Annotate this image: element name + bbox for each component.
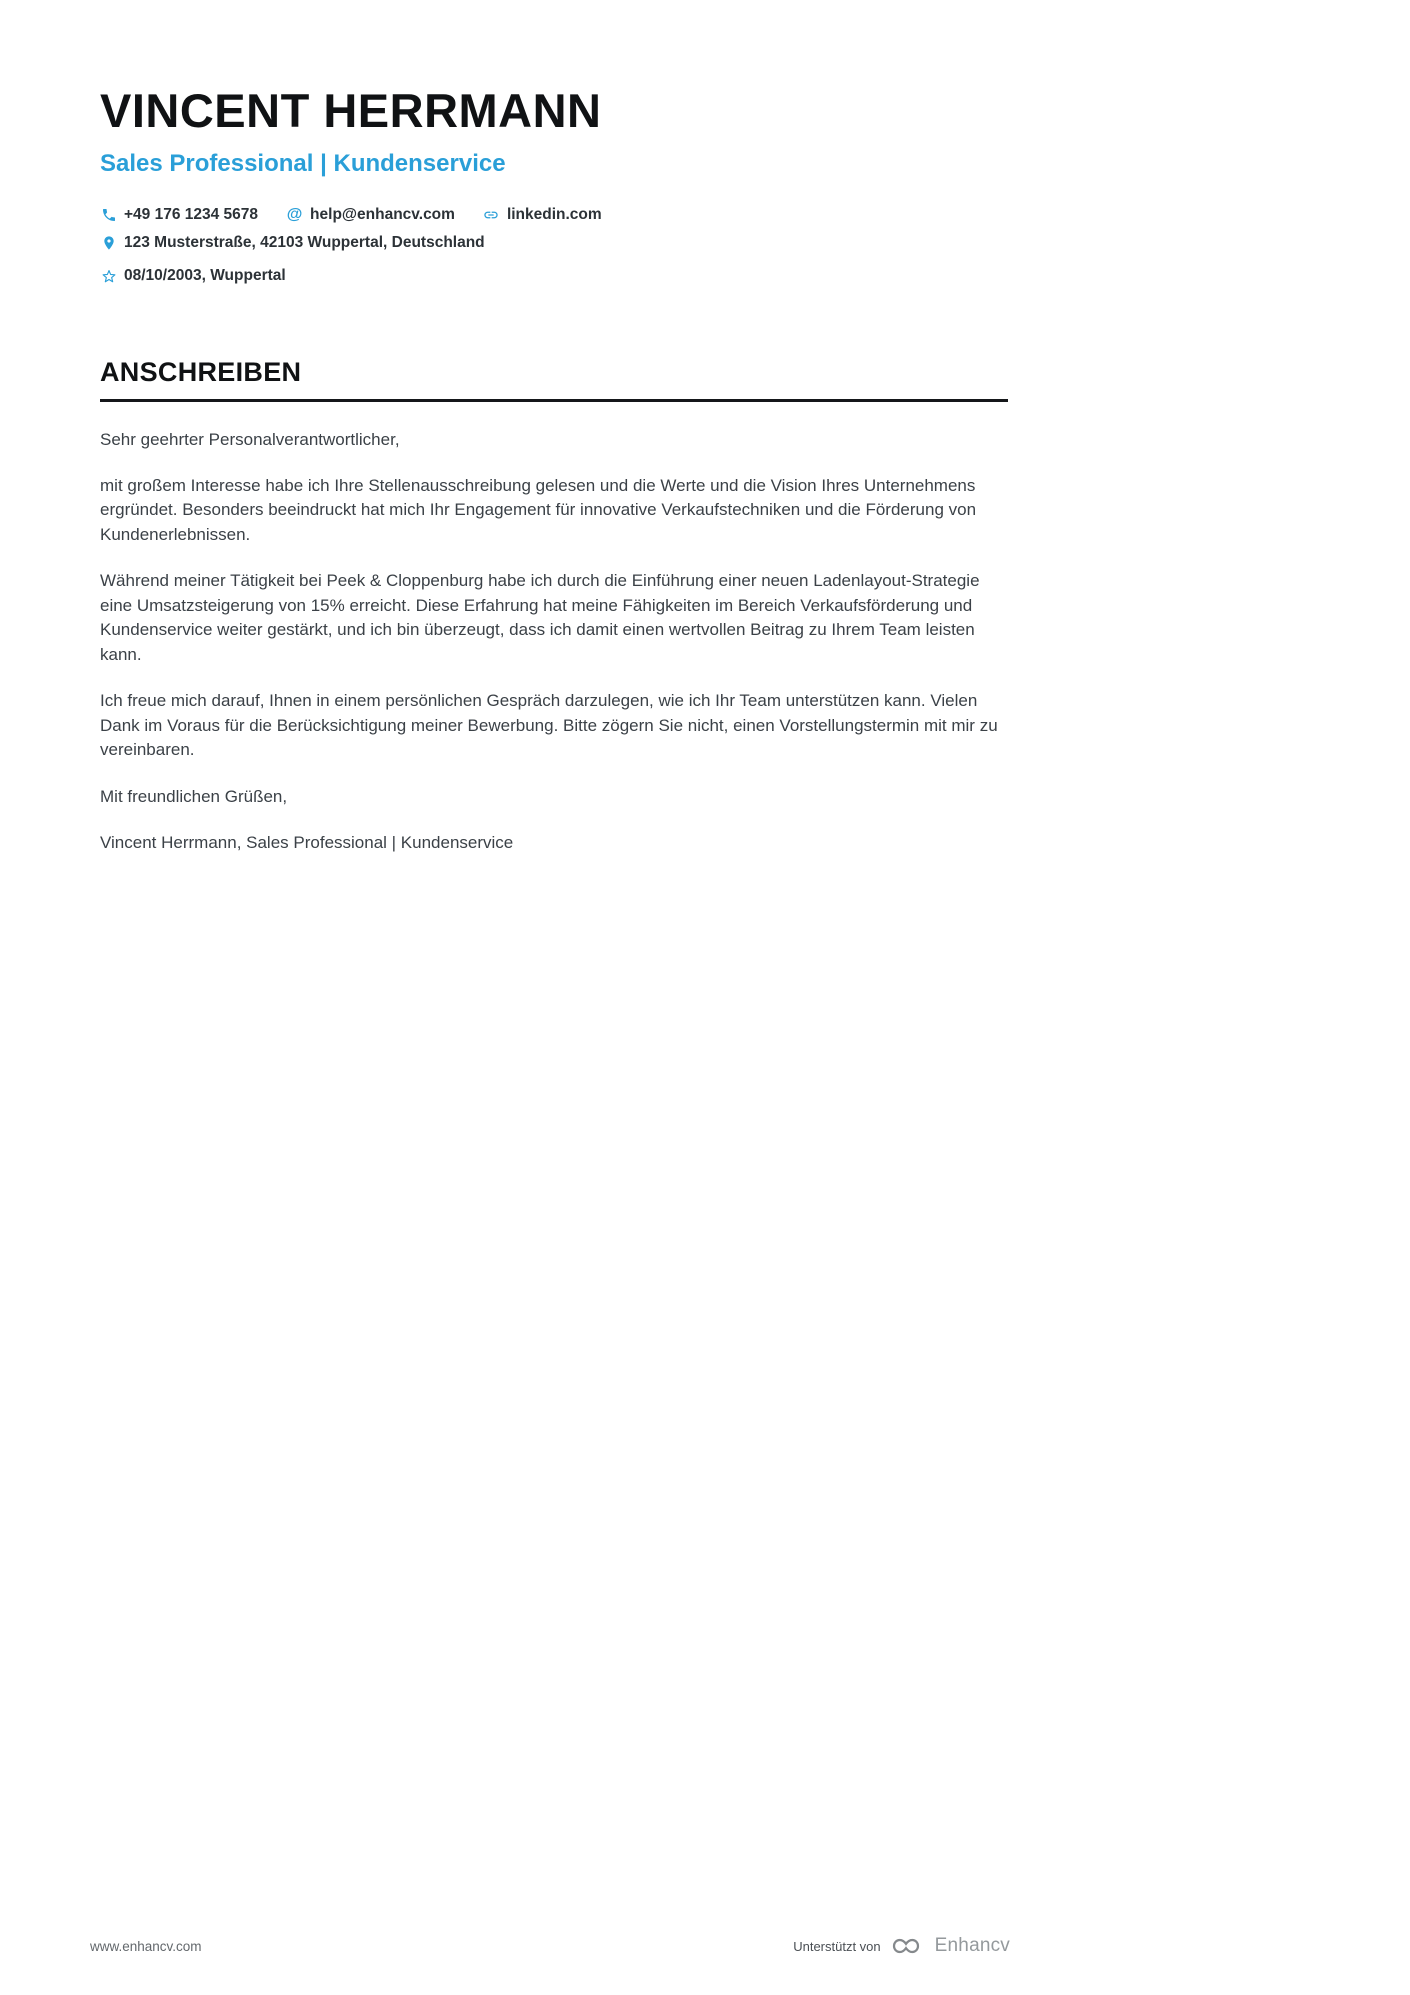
contact-address-text: 123 Musterstraße, 42103 Wuppertal, Deutschland	[124, 233, 485, 251]
header	[100, 86, 1008, 285]
page-footer	[90, 1935, 1010, 1957]
person-name: VINCENT HERRMANN	[100, 84, 602, 137]
phone-icon	[100, 206, 117, 223]
person-title: Sales Professional | Kundenservice	[100, 149, 506, 177]
at-icon: @	[286, 205, 303, 223]
contact-row-2	[100, 267, 1008, 285]
contact-row	[100, 206, 1008, 252]
letter-paragraph: mit großem Interesse habe ich Ihre Stellenausschreibung gelesen und die Werte und die Vision Ihres Unternehmens ergründet. Besonders beeindruckt hat mich Ihr Engagement für innovative Verkaufstechniken und die Förderung von Kundenerlebnissen.	[100, 476, 977, 544]
letter-paragraph: Während meiner Tätigkeit bei Peek & Cloppenburg habe ich durch die Einführung einer neuen Ladenlayout-Strategie eine Umsatzsteigerung von 15% erreicht. Diese Erfahrung hat meine Fähigkeiten im Bereich Verkaufsförderung und Kundenservice weiter gestärkt, und ich bin überzeugt, dass ich damit einen wertvollen Beitrag zu Ihrem Team leisten kann.	[100, 571, 980, 664]
contact-email[interactable]	[286, 206, 455, 224]
letter-paragraph: Vincent Herrmann, Sales Professional | Kundenservice	[100, 833, 514, 853]
letter-paragraph: Sehr geehrter Personalverantwortlicher,	[100, 429, 400, 449]
contact-link[interactable]	[483, 206, 602, 224]
powered-by-label: Unterstützt von	[793, 1938, 881, 1954]
footer-website-link[interactable]: www.enhancv.com	[90, 1938, 202, 1954]
letter-paragraph: Mit freundlichen Grüßen,	[100, 786, 288, 806]
contact-phone	[100, 206, 258, 224]
location-pin-icon	[100, 234, 117, 251]
contact-address	[100, 234, 485, 252]
powered-by	[793, 1935, 1010, 1957]
letter-paragraph: Ich freue mich darauf, Ihnen in einem persönlichen Gespräch darzulegen, wie ich Ihr Team unterstützen kann. Vielen Dank im Voraus für die Berücksichtigung meiner Bewerbung. Bitte zögern Sie nicht, einen Vorstellungstermin mit mir zu vereinbaren.	[100, 691, 998, 760]
enhancv-logo-icon	[891, 1936, 925, 1956]
cover-letter-section	[100, 357, 1008, 856]
brand-name: Enhancv	[934, 1935, 1010, 1956]
link-icon	[483, 206, 500, 223]
section-heading: ANSCHREIBEN	[100, 357, 1008, 402]
content-column	[0, 0, 1008, 856]
contact-extra	[100, 267, 286, 285]
contact-phone-text: +49 176 1234 5678	[124, 205, 259, 223]
contact-email-text: help@enhancv.com	[310, 205, 455, 223]
contact-extra-text: 08/10/2003, Wuppertal	[124, 266, 286, 284]
contact-link-text: linkedin.com	[506, 205, 602, 223]
star-icon	[100, 267, 117, 284]
